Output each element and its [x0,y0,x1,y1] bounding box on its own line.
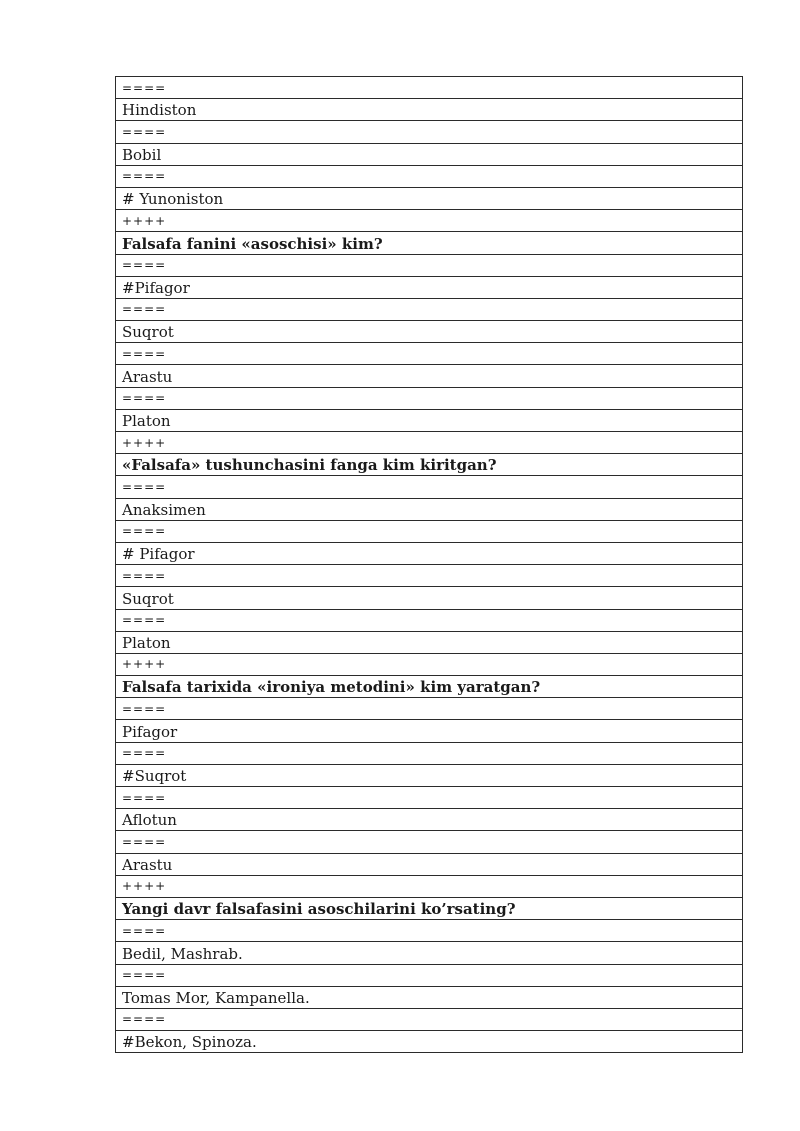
answer-row [116,720,743,742]
answer-row [116,99,743,121]
separator-row [116,476,743,498]
answer-cell: Arastu [116,365,743,387]
answer-row [116,498,743,520]
answer-cell: Bobil [116,143,743,165]
answer-row [116,321,743,343]
separator-row [116,565,743,587]
separator-cell: ==== [116,298,743,320]
answer-cell: Platon [116,631,743,653]
question-cell: Falsafa tarixida «ironiya metodini» kim yaratgan? [116,676,743,698]
separator-row [116,698,743,720]
separator-cell: ==== [116,520,743,542]
separator-row [116,210,743,232]
answer-cell: Arastu [116,853,743,875]
separator-cell: ++++ [116,210,743,232]
answer-cell: #Suqrot [116,764,743,786]
answer-cell: #Bekon, Spinoza. [116,1031,743,1053]
separator-row [116,875,743,897]
separator-cell: ==== [116,1008,743,1030]
separator-cell: ==== [116,831,743,853]
separator-cell: ==== [116,964,743,986]
answer-row [116,542,743,564]
separator-row [116,165,743,187]
separator-row [116,964,743,986]
separator-row [116,742,743,764]
separator-cell: ==== [116,254,743,276]
separator-cell: ++++ [116,875,743,897]
answer-row [116,587,743,609]
separator-cell: ==== [116,476,743,498]
answer-row [116,276,743,298]
answer-cell: Platon [116,409,743,431]
answer-row [116,143,743,165]
answer-cell: Anaksimen [116,498,743,520]
separator-cell: ==== [116,165,743,187]
separator-cell: ==== [116,387,743,409]
question-row [116,897,743,919]
separator-row [116,1008,743,1030]
answer-cell: Aflotun [116,809,743,831]
separator-row [116,520,743,542]
question-row [116,676,743,698]
separator-row [116,831,743,853]
separator-row [116,920,743,942]
separator-row [116,254,743,276]
question-cell: Yangi davr falsafasini asoschilarini ko’rsating? [116,897,743,919]
answer-row [116,631,743,653]
separator-row [116,77,743,99]
answer-cell: Hindiston [116,99,743,121]
answer-row [116,764,743,786]
answer-row [116,809,743,831]
answer-row [116,853,743,875]
separator-cell: ==== [116,121,743,143]
question-row [116,454,743,476]
question-cell: «Falsafa» tushunchasini fanga kim kiritgan? [116,454,743,476]
separator-row [116,121,743,143]
separator-cell: ==== [116,698,743,720]
answer-cell: Bedil, Mashrab. [116,942,743,964]
answer-cell: #Pifagor [116,276,743,298]
table-body [116,77,743,1053]
separator-cell: ==== [116,343,743,365]
separator-row [116,343,743,365]
separator-row [116,609,743,631]
answer-row [116,1031,743,1053]
answer-cell: Pifagor [116,720,743,742]
separator-row [116,653,743,675]
answer-cell: Suqrot [116,587,743,609]
separator-cell: ==== [116,920,743,942]
test-questions-table [115,76,743,1053]
separator-cell: ++++ [116,432,743,454]
answer-row [116,409,743,431]
answer-cell: # Pifagor [116,542,743,564]
separator-cell: ==== [116,742,743,764]
answer-row [116,986,743,1008]
answer-row [116,942,743,964]
separator-cell: ==== [116,787,743,809]
separator-cell: ==== [116,565,743,587]
answer-cell: Tomas Mor, Kampanella. [116,986,743,1008]
separator-cell: ++++ [116,653,743,675]
separator-row [116,298,743,320]
answer-row [116,187,743,209]
separator-cell: ==== [116,77,743,99]
separator-cell: ==== [116,609,743,631]
separator-row [116,432,743,454]
answer-cell: Suqrot [116,321,743,343]
answer-cell: # Yunoniston [116,187,743,209]
separator-row [116,387,743,409]
answer-row [116,365,743,387]
separator-row [116,787,743,809]
question-row [116,232,743,254]
question-cell: Falsafa fanini «asoschisi» kim? [116,232,743,254]
